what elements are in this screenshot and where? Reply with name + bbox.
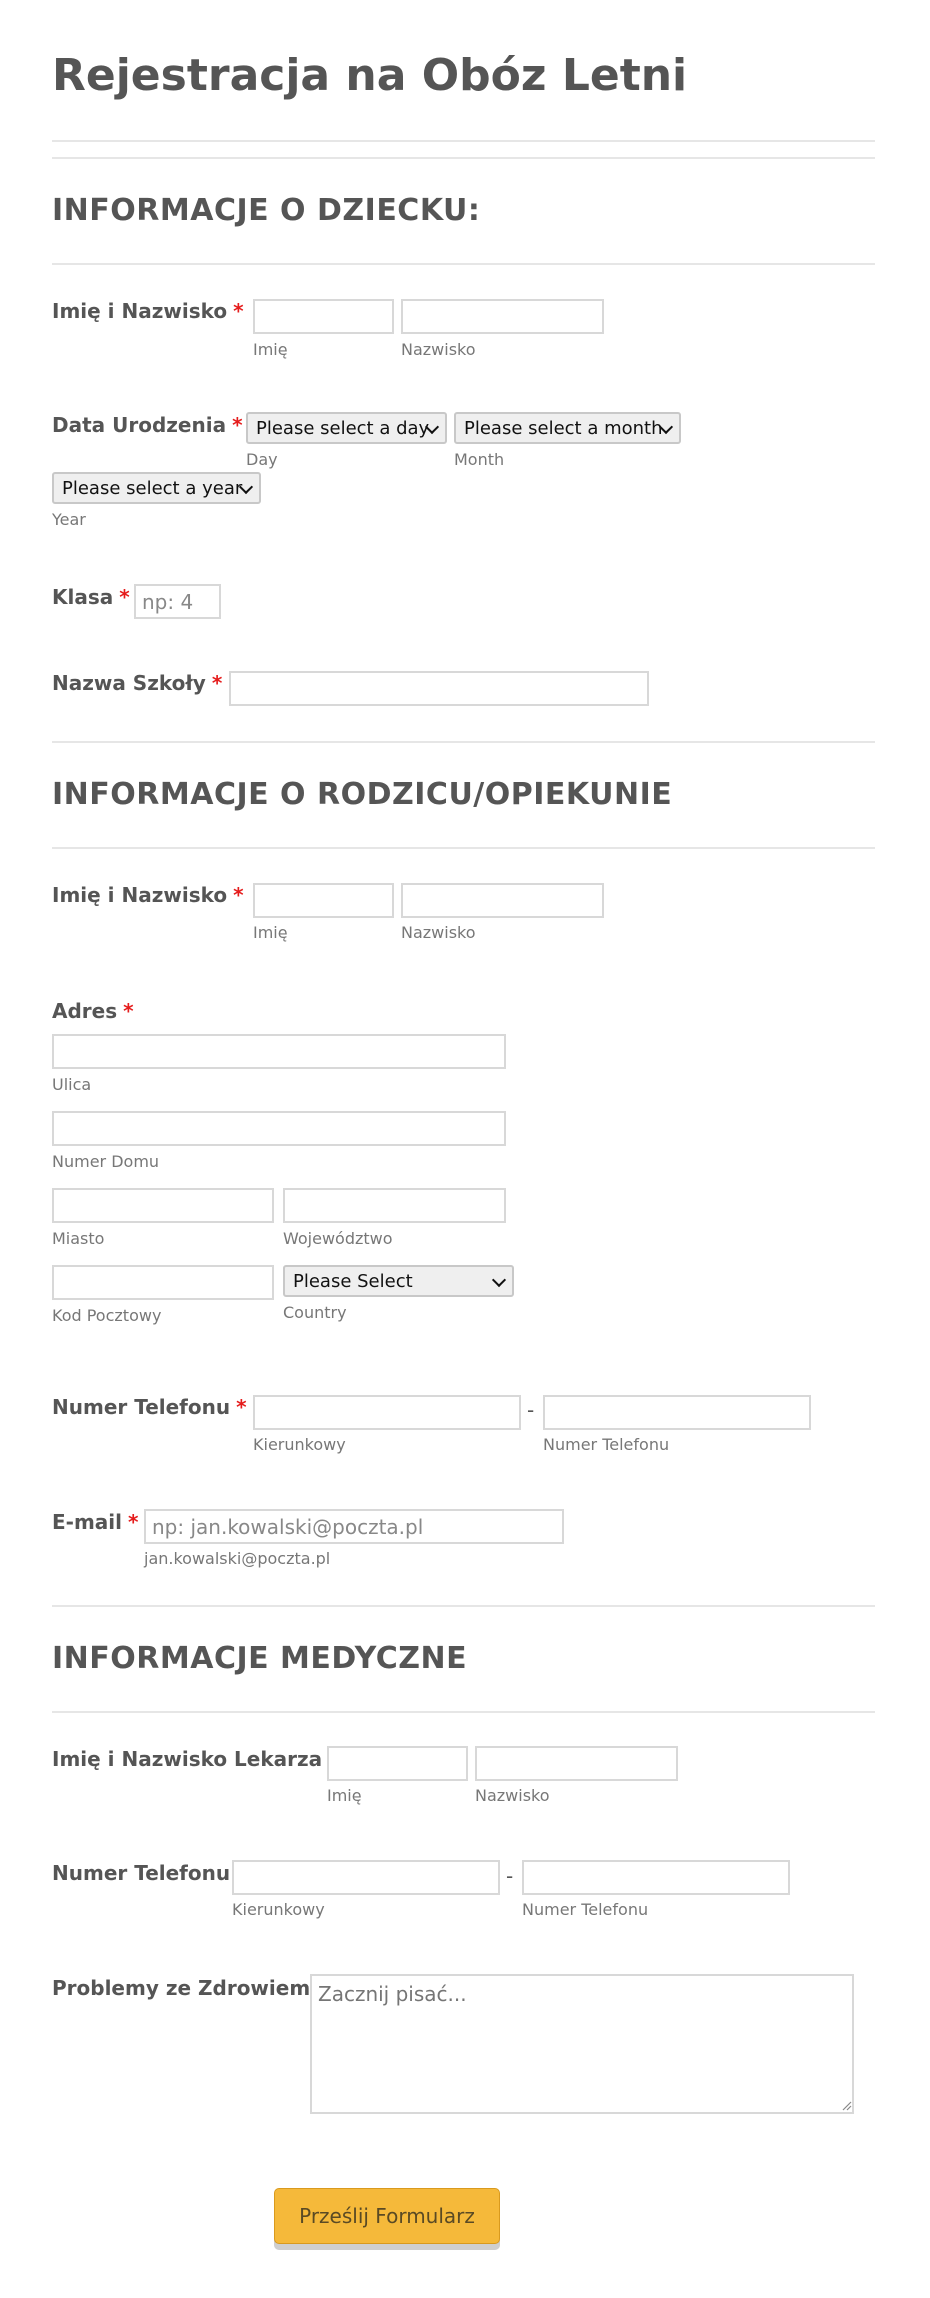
parent-last-name-sublabel: Nazwisko (401, 923, 476, 942)
state-sublabel: Województwo (283, 1229, 393, 1248)
birth-month-sublabel: Month (454, 450, 505, 469)
required-marker: * (123, 999, 134, 1023)
divider (52, 263, 875, 265)
section-title-parent: INFORMACJE O RODZICU/OPIEKUNIE (52, 777, 673, 812)
email-label (52, 1510, 138, 1534)
divider (52, 741, 875, 743)
school-label-text: Nazwa Szkoły (52, 671, 206, 695)
country-select[interactable] (283, 1265, 514, 1297)
doctor-name-label: Imię i Nazwisko Lekarza (52, 1747, 323, 1771)
required-marker: * (128, 1510, 139, 1534)
parent-name-label-text: Imię i Nazwisko (52, 883, 228, 907)
parent-area-code-sublabel: Kierunkowy (253, 1435, 346, 1454)
health-issues-textarea[interactable] (310, 1974, 854, 2114)
divider (52, 1605, 875, 1607)
doctor-first-name-sublabel: Imię (327, 1786, 362, 1805)
child-name-label-text: Imię i Nazwisko (52, 299, 228, 323)
parent-phone-label (52, 1395, 247, 1419)
parent-phone-label-text: Numer Telefonu (52, 1395, 231, 1419)
house-number-sublabel: Numer Domu (52, 1152, 160, 1171)
address-label-text: Adres (52, 999, 118, 1023)
required-marker: * (233, 883, 244, 907)
parent-phone-number-sublabel: Numer Telefonu (543, 1435, 670, 1454)
email-input[interactable] (144, 1509, 564, 1544)
country-value: Please Select (293, 1270, 413, 1292)
street-sublabel: Ulica (52, 1075, 92, 1094)
birth-date-label-text: Data Urodzenia (52, 413, 227, 437)
birth-month-select[interactable] (454, 412, 681, 444)
parent-name-label (52, 883, 244, 907)
required-marker: * (211, 671, 223, 695)
birth-year-select[interactable] (52, 472, 261, 504)
email-sublabel: jan.kowalski@poczta.pl (144, 1549, 331, 1568)
page-title: Rejestracja na Obóz Letni (52, 50, 688, 101)
birth-year-sublabel: Year (52, 510, 86, 529)
doctor-last-name-input[interactable] (475, 1746, 678, 1781)
house-number-input[interactable] (52, 1111, 506, 1146)
parent-first-name-sublabel: Imię (253, 923, 288, 942)
section-title-child: INFORMACJE O DZIECKU: (52, 193, 481, 228)
email-label-text: E-mail (52, 1510, 123, 1534)
grade-input[interactable] (134, 584, 221, 619)
parent-last-name-input[interactable] (401, 883, 604, 918)
doctor-phone-number-sublabel: Numer Telefonu (522, 1900, 649, 1919)
doctor-phone-number-input[interactable] (522, 1860, 790, 1895)
required-marker: * (232, 413, 243, 437)
child-first-name-sublabel: Imię (253, 340, 288, 359)
birth-date-label (52, 413, 243, 437)
resize-grip-icon[interactable] (840, 2099, 852, 2111)
grade-label-text: Klasa (52, 585, 114, 609)
state-input[interactable] (283, 1188, 506, 1223)
health-issues-label: Problemy ze Zdrowiem (52, 1976, 311, 2000)
required-marker: * (236, 1395, 247, 1419)
doctor-last-name-sublabel: Nazwisko (475, 1786, 550, 1805)
child-first-name-input[interactable] (253, 299, 394, 334)
postal-code-input[interactable] (52, 1265, 274, 1300)
required-marker: * (119, 585, 130, 609)
parent-area-code-input[interactable] (253, 1395, 521, 1430)
child-last-name-input[interactable] (401, 299, 604, 334)
country-sublabel: Country (283, 1303, 347, 1322)
submit-button[interactable]: Prześlij Formularz (274, 2188, 500, 2244)
doctor-area-code-sublabel: Kierunkowy (232, 1900, 325, 1919)
city-input[interactable] (52, 1188, 274, 1223)
divider (52, 157, 875, 159)
doctor-first-name-input[interactable] (327, 1746, 468, 1781)
school-input[interactable] (229, 671, 649, 706)
city-sublabel: Miasto (52, 1229, 105, 1248)
child-last-name-sublabel: Nazwisko (401, 340, 476, 359)
phone-separator: - (527, 1398, 535, 1422)
doctor-area-code-input[interactable] (232, 1860, 500, 1895)
birth-year-value: Please select a year (62, 477, 243, 499)
grade-label (52, 585, 130, 609)
birth-month-value: Please select a month (464, 417, 663, 439)
child-name-label (52, 299, 244, 323)
divider (52, 140, 875, 142)
divider (52, 1711, 875, 1713)
birth-day-select[interactable] (246, 412, 447, 444)
parent-first-name-input[interactable] (253, 883, 394, 918)
chevron-down-icon (492, 1273, 506, 1287)
birth-day-sublabel: Day (246, 450, 278, 469)
street-input[interactable] (52, 1034, 506, 1069)
doctor-phone-label: Numer Telefonu (52, 1861, 231, 1885)
address-label (52, 999, 134, 1023)
required-marker: * (233, 299, 244, 323)
postal-code-sublabel: Kod Pocztowy (52, 1306, 162, 1325)
section-title-medical: INFORMACJE MEDYCZNE (52, 1641, 468, 1676)
divider (52, 847, 875, 849)
parent-phone-number-input[interactable] (543, 1395, 811, 1430)
phone-separator: - (506, 1864, 514, 1888)
birth-day-value: Please select a day (256, 417, 430, 439)
school-label (52, 671, 222, 695)
